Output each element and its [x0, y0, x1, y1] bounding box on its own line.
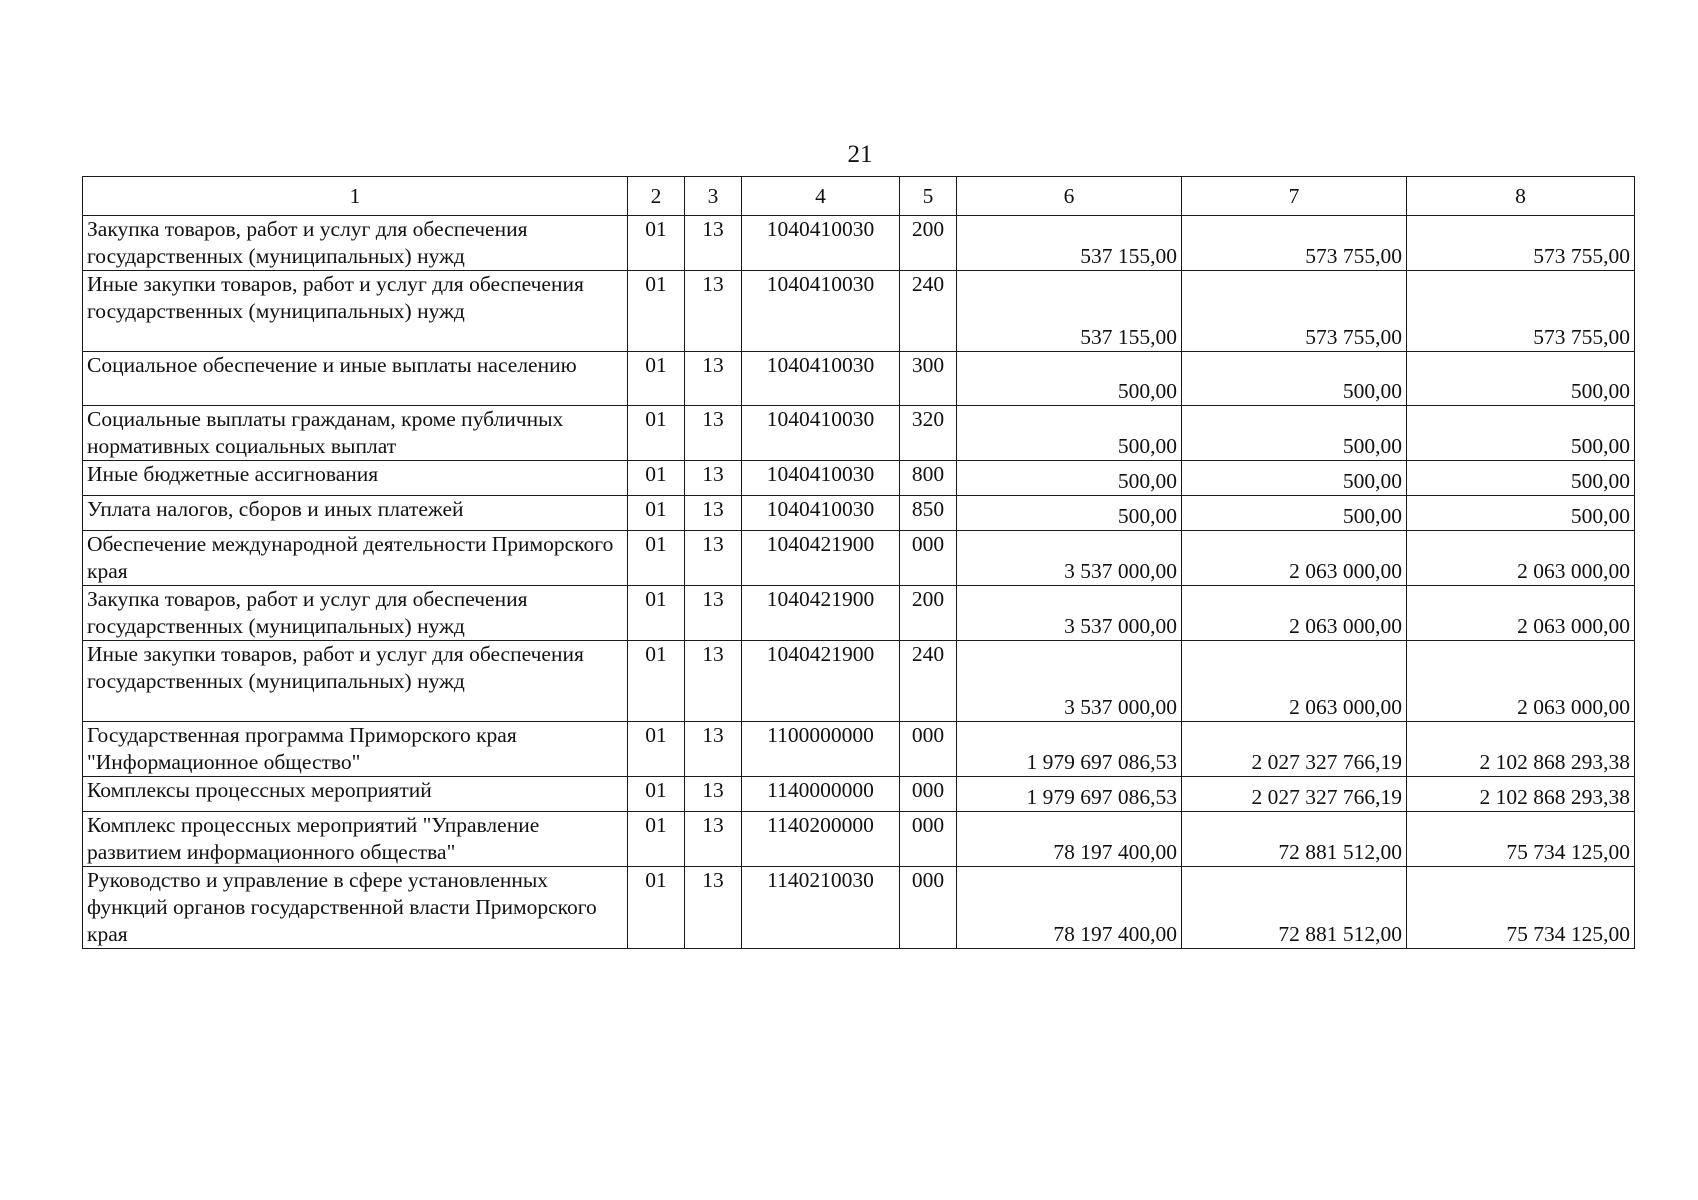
header-col-5: 5 [900, 177, 957, 216]
row-section-code: 01 [628, 406, 685, 461]
row-section-code: 01 [628, 461, 685, 496]
row-section-code: 01 [628, 641, 685, 722]
header-col-7: 7 [1182, 177, 1407, 216]
row-subsection-code: 13 [685, 777, 742, 812]
table-row [83, 271, 1635, 352]
table-row [83, 641, 1635, 722]
row-section-code: 01 [628, 531, 685, 586]
row-subsection-code: 13 [685, 586, 742, 641]
row-amount-col8: 500,00 [1407, 406, 1635, 461]
row-name: Социальное обеспечение и иные выплаты населению [83, 352, 628, 406]
table-row [83, 216, 1635, 271]
row-amount-col7: 2 063 000,00 [1182, 641, 1407, 722]
row-amount-col6: 537 155,00 [957, 271, 1182, 352]
row-target-code: 1040410030 [742, 271, 900, 352]
row-name: Комплекс процессных мероприятий "Управление развитием информационного общества" [83, 812, 628, 867]
row-amount-col6: 3 537 000,00 [957, 586, 1182, 641]
row-subsection-code: 13 [685, 496, 742, 531]
row-amount-col8: 573 755,00 [1407, 216, 1635, 271]
row-expense-type-code: 000 [900, 867, 957, 949]
row-expense-type-code: 240 [900, 271, 957, 352]
row-amount-col8: 2 063 000,00 [1407, 531, 1635, 586]
row-amount-col8: 500,00 [1407, 461, 1635, 496]
row-name: Иные закупки товаров, работ и услуг для обеспечения государственных (муниципальных) нужд [83, 641, 628, 722]
row-subsection-code: 13 [685, 812, 742, 867]
row-subsection-code: 13 [685, 352, 742, 406]
row-amount-col6: 78 197 400,00 [957, 812, 1182, 867]
row-section-code: 01 [628, 812, 685, 867]
row-target-code: 1040410030 [742, 461, 900, 496]
row-section-code: 01 [628, 216, 685, 271]
row-name: Закупка товаров, работ и услуг для обеспечения государственных (муниципальных) нужд [83, 216, 628, 271]
header-row [83, 177, 1635, 216]
row-target-code: 1140200000 [742, 812, 900, 867]
row-section-code: 01 [628, 777, 685, 812]
row-expense-type-code: 200 [900, 216, 957, 271]
table-row [83, 812, 1635, 867]
row-expense-type-code: 240 [900, 641, 957, 722]
row-amount-col7: 500,00 [1182, 496, 1407, 531]
row-amount-col7: 500,00 [1182, 352, 1407, 406]
row-amount-col6: 3 537 000,00 [957, 531, 1182, 586]
row-name: Руководство и управление в сфере установленных функций органов государственной власти Приморского края [83, 867, 628, 949]
row-target-code: 1040410030 [742, 216, 900, 271]
row-name: Комплексы процессных мероприятий [83, 777, 628, 812]
row-amount-col8: 2 102 868 293,38 [1407, 777, 1635, 812]
budget-table [82, 176, 1635, 949]
page-number: 21 [847, 141, 873, 168]
row-target-code: 1140000000 [742, 777, 900, 812]
row-expense-type-code: 850 [900, 496, 957, 531]
row-target-code: 1040410030 [742, 406, 900, 461]
row-target-code: 1040421900 [742, 586, 900, 641]
row-amount-col7: 2 063 000,00 [1182, 586, 1407, 641]
row-amount-col6: 1 979 697 086,53 [957, 777, 1182, 812]
table-row [83, 496, 1635, 531]
header-col-1: 1 [83, 177, 628, 216]
row-section-code: 01 [628, 271, 685, 352]
row-name: Обеспечение международной деятельности Приморского края [83, 531, 628, 586]
row-target-code: 1040410030 [742, 496, 900, 531]
row-amount-col6: 1 979 697 086,53 [957, 722, 1182, 777]
row-expense-type-code: 000 [900, 777, 957, 812]
table-row [83, 406, 1635, 461]
table-row [83, 352, 1635, 406]
table-row [83, 777, 1635, 812]
row-amount-col6: 500,00 [957, 461, 1182, 496]
row-amount-col6: 500,00 [957, 496, 1182, 531]
row-subsection-code: 13 [685, 406, 742, 461]
row-amount-col8: 75 734 125,00 [1407, 867, 1635, 949]
row-amount-col8: 2 063 000,00 [1407, 586, 1635, 641]
row-subsection-code: 13 [685, 216, 742, 271]
row-amount-col7: 2 063 000,00 [1182, 531, 1407, 586]
row-section-code: 01 [628, 586, 685, 641]
row-expense-type-code: 300 [900, 352, 957, 406]
row-expense-type-code: 200 [900, 586, 957, 641]
row-amount-col7: 573 755,00 [1182, 271, 1407, 352]
row-target-code: 1040421900 [742, 641, 900, 722]
header-col-2: 2 [628, 177, 685, 216]
row-target-code: 1140210030 [742, 867, 900, 949]
row-amount-col8: 500,00 [1407, 496, 1635, 531]
table-row [83, 461, 1635, 496]
row-subsection-code: 13 [685, 531, 742, 586]
row-amount-col7: 72 881 512,00 [1182, 867, 1407, 949]
row-name: Закупка товаров, работ и услуг для обеспечения государственных (муниципальных) нужд [83, 586, 628, 641]
table-row [83, 531, 1635, 586]
row-amount-col7: 500,00 [1182, 406, 1407, 461]
table-row [83, 586, 1635, 641]
row-name: Государственная программа Приморского края "Информационное общество" [83, 722, 628, 777]
row-target-code: 1100000000 [742, 722, 900, 777]
row-target-code: 1040421900 [742, 531, 900, 586]
row-name: Уплата налогов, сборов и иных платежей [83, 496, 628, 531]
row-expense-type-code: 320 [900, 406, 957, 461]
row-section-code: 01 [628, 722, 685, 777]
row-section-code: 01 [628, 867, 685, 949]
table-header [83, 177, 1635, 216]
row-amount-col8: 2 102 868 293,38 [1407, 722, 1635, 777]
row-amount-col8: 573 755,00 [1407, 271, 1635, 352]
row-amount-col6: 537 155,00 [957, 216, 1182, 271]
header-col-4: 4 [742, 177, 900, 216]
row-subsection-code: 13 [685, 641, 742, 722]
row-amount-col8: 2 063 000,00 [1407, 641, 1635, 722]
row-subsection-code: 13 [685, 867, 742, 949]
row-expense-type-code: 000 [900, 531, 957, 586]
row-amount-col7: 2 027 327 766,19 [1182, 722, 1407, 777]
row-name: Иные закупки товаров, работ и услуг для обеспечения государственных (муниципальных) нужд [83, 271, 628, 352]
table-row [83, 867, 1635, 949]
row-amount-col7: 2 027 327 766,19 [1182, 777, 1407, 812]
header-col-6: 6 [957, 177, 1182, 216]
header-col-3: 3 [685, 177, 742, 216]
row-amount-col7: 573 755,00 [1182, 216, 1407, 271]
row-section-code: 01 [628, 496, 685, 531]
row-expense-type-code: 000 [900, 722, 957, 777]
row-subsection-code: 13 [685, 722, 742, 777]
row-expense-type-code: 800 [900, 461, 957, 496]
row-amount-col7: 500,00 [1182, 461, 1407, 496]
table-body [83, 216, 1635, 949]
row-amount-col6: 78 197 400,00 [957, 867, 1182, 949]
row-subsection-code: 13 [685, 461, 742, 496]
row-target-code: 1040410030 [742, 352, 900, 406]
row-section-code: 01 [628, 352, 685, 406]
row-amount-col8: 500,00 [1407, 352, 1635, 406]
row-name: Социальные выплаты гражданам, кроме публичных нормативных социальных выплат [83, 406, 628, 461]
row-amount-col6: 500,00 [957, 406, 1182, 461]
row-name: Иные бюджетные ассигнования [83, 461, 628, 496]
row-expense-type-code: 000 [900, 812, 957, 867]
row-amount-col8: 75 734 125,00 [1407, 812, 1635, 867]
row-subsection-code: 13 [685, 271, 742, 352]
row-amount-col7: 72 881 512,00 [1182, 812, 1407, 867]
table-row [83, 722, 1635, 777]
row-amount-col6: 500,00 [957, 352, 1182, 406]
header-col-8: 8 [1407, 177, 1635, 216]
row-amount-col6: 3 537 000,00 [957, 641, 1182, 722]
